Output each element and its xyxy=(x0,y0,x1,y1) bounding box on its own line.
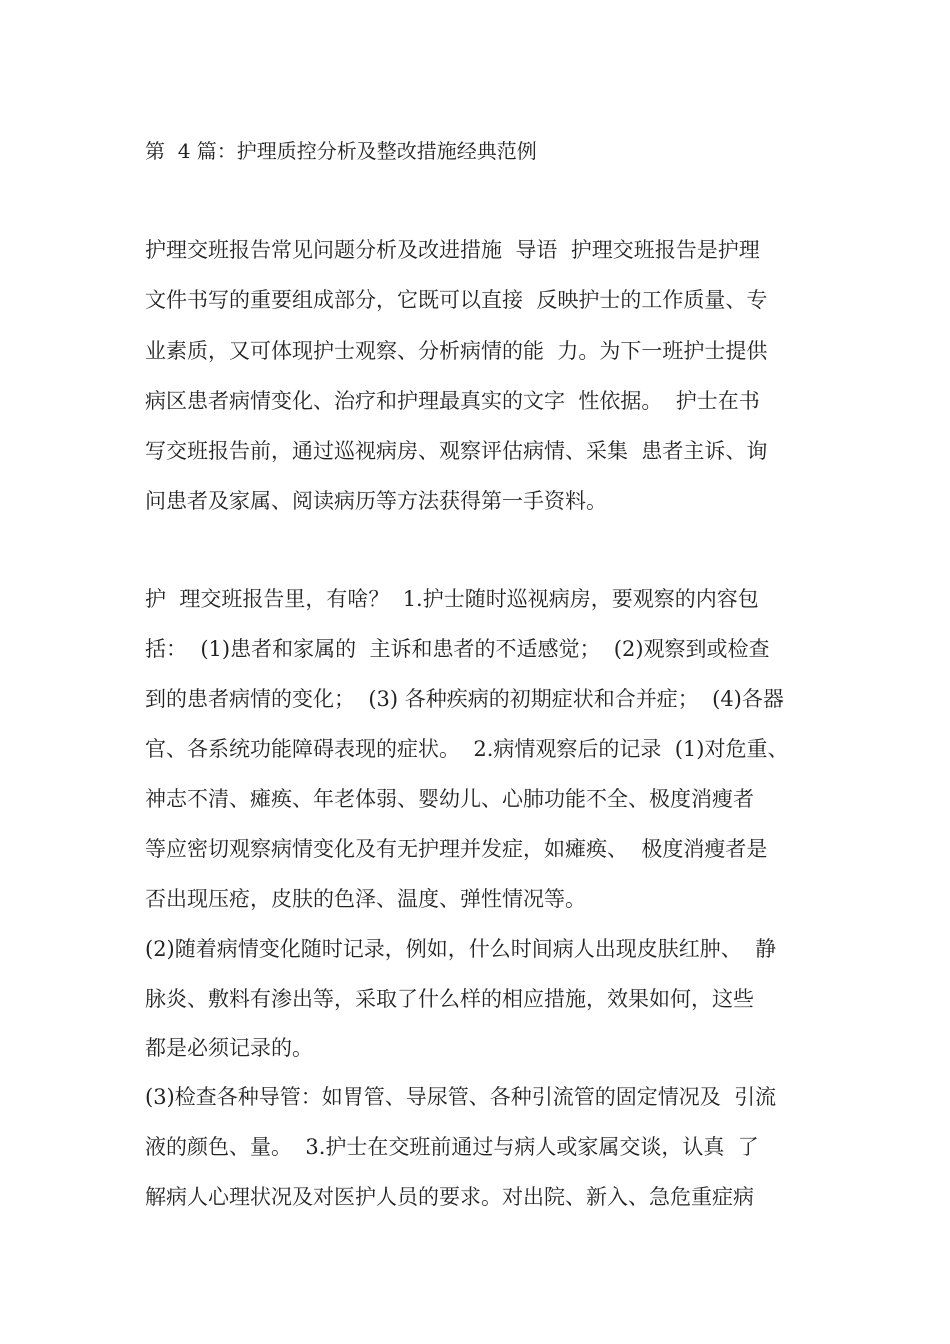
text-line: 问患者及家属、阅读病历等方法获得第一手资料。 xyxy=(145,489,607,513)
text-line: 病区患者病情变化、治疗和护理最真实的文字 性依据。 护士在书 xyxy=(145,389,760,413)
text-line: 括： (1)患者和家属的 主诉和患者的不适感觉； (2)观察到或检查 xyxy=(145,637,770,661)
text-line: 解病人心理状况及对医护人员的要求。对出院、新入、急危重症病 xyxy=(145,1185,754,1209)
text-line: 等应密切观察病情变化及有无护理并发症，如瘫痪、 极度消瘦者是 xyxy=(145,837,768,861)
text-line: (2)随着病情变化随时记录，例如，什么时间病人出现皮肤红肿、 静 xyxy=(145,937,777,961)
text-line: 到的患者病情的变化； (3) 各种疾病的初期症状和合并症； (4)各器 xyxy=(145,687,784,711)
text-line: 文件书写的重要组成部分，它既可以直接 反映护士的工作质量、专 xyxy=(145,288,768,312)
text-line: 写交班报告前，通过巡视病房、观察评估病情、采集 患者主诉、询 xyxy=(145,439,768,463)
text-line: 官、各系统功能障碍表现的症状。 2.病情观察后的记录 (1)对危重、 xyxy=(145,737,789,761)
text-line: 脉炎、敷料有渗出等，采取了什么样的相应措施，效果如何，这些 xyxy=(145,987,754,1011)
text-line: 否出现压疮，皮肤的色泽、温度、弹性情况等。 xyxy=(145,887,586,911)
document-title: 第 4 篇：护理质控分析及整改措施经典范例 xyxy=(145,139,537,163)
text-line: 业素质，又可体现护士观察、分析病情的能 力。为下一班护士提供 xyxy=(145,339,768,363)
text-line: 都是必须记录的。 xyxy=(145,1036,313,1060)
text-line: 护理交班报告常见问题分析及改进措施 导语 护理交班报告是护理 xyxy=(145,238,760,262)
text-line: 护 理交班报告里，有啥？ 1.护士随时巡视病房，要观察的内容包 xyxy=(145,587,759,611)
text-line: (3)检查各种导管：如胃管、导尿管、各种引流管的固定情况及 引流 xyxy=(145,1085,777,1109)
text-line: 液的颜色、量。 3.护士在交班前通过与病人或家属交谈，认真 了 xyxy=(145,1135,759,1159)
text-line: 神志不清、瘫痪、年老体弱、婴幼儿、心肺功能不全、极度消瘦者 xyxy=(145,787,754,811)
